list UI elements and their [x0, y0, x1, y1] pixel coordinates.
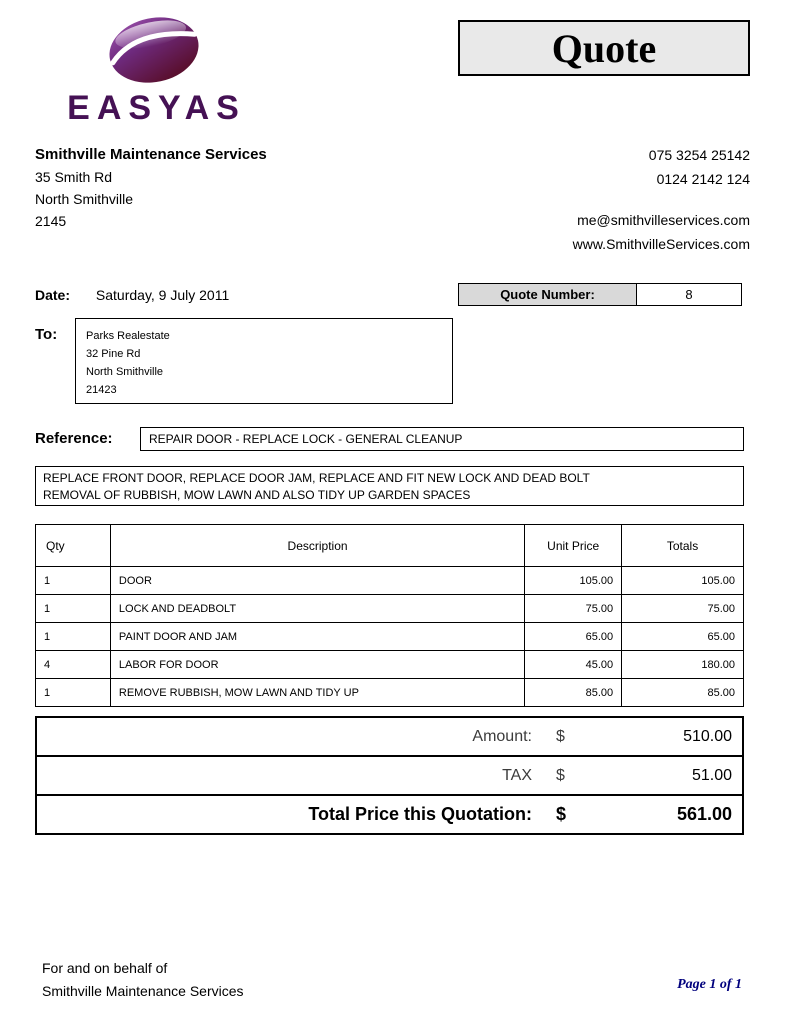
- description-cell: LABOR FOR DOOR: [110, 651, 524, 679]
- qty-cell: 1: [36, 623, 111, 651]
- tax-label: TAX: [502, 766, 532, 784]
- quote-number-value: 8: [685, 287, 693, 302]
- company-email: me@smithvilleservices.com: [577, 212, 750, 228]
- reference-label: Reference:: [35, 430, 113, 447]
- job-description-line1: REPLACE FRONT DOOR, REPLACE DOOR JAM, REPLACE AND FIT NEW LOCK AND DEAD BOLT: [43, 471, 590, 485]
- tax-value: 51.00: [691, 766, 732, 784]
- date-value: Saturday, 9 July 2011: [95, 287, 230, 303]
- footer-line2: Smithville Maintenance Services: [42, 983, 244, 999]
- contact-spacer: [573, 191, 750, 208]
- company-name: Smithville Maintenance Services: [35, 146, 267, 163]
- job-description-line2: REMOVAL OF RUBBISH, MOW LAWN AND ALSO TIDY UP GARDEN SPACES: [43, 488, 471, 502]
- reference-box: [140, 427, 744, 451]
- job-description-box: [35, 466, 744, 506]
- reference-value: REPAIR DOOR - REPLACE LOCK - GENERAL CLEANUP: [149, 432, 463, 446]
- total-value: 561.00: [676, 804, 732, 824]
- company-phone2: 0124 2142 124: [656, 171, 750, 187]
- table-row: [36, 651, 744, 679]
- amount-row: [35, 716, 744, 757]
- tax-row: [35, 755, 744, 796]
- logo-text: EASYAS: [67, 89, 246, 127]
- company-address-line2: North Smithville: [35, 191, 134, 207]
- unit-price-column-header: Unit Price: [525, 525, 622, 567]
- qty-cell: 4: [36, 651, 111, 679]
- total-cell: 75.00: [622, 595, 744, 623]
- unit-price-cell: 105.00: [525, 567, 622, 595]
- easyas-logo-orb-icon: [36, 14, 270, 86]
- items-header-row: [36, 525, 744, 567]
- recipient-line: North Smithville: [86, 366, 164, 378]
- company-phone1: 075 3254 25142: [648, 147, 750, 163]
- table-row: [36, 679, 744, 707]
- total-row: [35, 794, 744, 835]
- date-row: [35, 287, 229, 303]
- quote-title-box: [458, 20, 750, 76]
- totals-column-header: Totals: [622, 525, 744, 567]
- amount-currency: $: [556, 727, 565, 745]
- total-label: Total Price this Quotation:: [308, 804, 532, 824]
- quote-number-label: Quote Number:: [459, 284, 637, 305]
- total-cell: 85.00: [622, 679, 744, 707]
- table-row: [36, 595, 744, 623]
- company-website: www.SmithvilleServices.com: [572, 236, 750, 252]
- page-number: Page 1 of 1: [677, 977, 742, 992]
- amount-value: 510.00: [683, 727, 732, 745]
- company-address-block: [35, 144, 267, 232]
- date-label: Date:: [35, 287, 71, 303]
- footer-line1: For and on behalf of: [42, 960, 168, 976]
- description-cell: DOOR: [110, 567, 524, 595]
- tax-currency: $: [556, 766, 565, 784]
- qty-cell: 1: [36, 567, 111, 595]
- description-cell: REMOVE RUBBISH, MOW LAWN AND TIDY UP: [110, 679, 524, 707]
- qty-cell: 1: [36, 679, 111, 707]
- to-label: To:: [35, 326, 58, 343]
- description-cell: LOCK AND DEADBOLT: [110, 595, 524, 623]
- total-currency: $: [556, 804, 567, 824]
- qty-cell: 1: [36, 595, 111, 623]
- footer-signature-block: [42, 957, 244, 1003]
- company-address-line3: 2145: [35, 213, 67, 229]
- totals-summary: [35, 716, 744, 835]
- company-contact-block: [573, 143, 750, 256]
- table-row: [36, 567, 744, 595]
- unit-price-cell: 75.00: [525, 595, 622, 623]
- recipient-line: 32 Pine Rd: [86, 348, 141, 360]
- unit-price-cell: 85.00: [525, 679, 622, 707]
- company-address-line1: 35 Smith Rd: [35, 169, 113, 185]
- description-column-header: Description: [110, 525, 524, 567]
- easyas-logo: [36, 14, 270, 128]
- table-row: [36, 623, 744, 651]
- unit-price-cell: 65.00: [525, 623, 622, 651]
- recipient-address-box: [75, 318, 453, 404]
- unit-price-cell: 45.00: [525, 651, 622, 679]
- qty-column-header: Qty: [36, 525, 111, 567]
- items-table: [35, 524, 744, 707]
- recipient-line: Parks Realestate: [86, 330, 170, 342]
- total-cell: 105.00: [622, 567, 744, 595]
- quote-number-box: [458, 283, 742, 306]
- recipient-line: 21423: [86, 384, 117, 396]
- amount-label: Amount:: [472, 727, 532, 745]
- quote-title: Quote: [551, 25, 657, 71]
- total-cell: 180.00: [622, 651, 744, 679]
- description-cell: PAINT DOOR AND JAM: [110, 623, 524, 651]
- total-cell: 65.00: [622, 623, 744, 651]
